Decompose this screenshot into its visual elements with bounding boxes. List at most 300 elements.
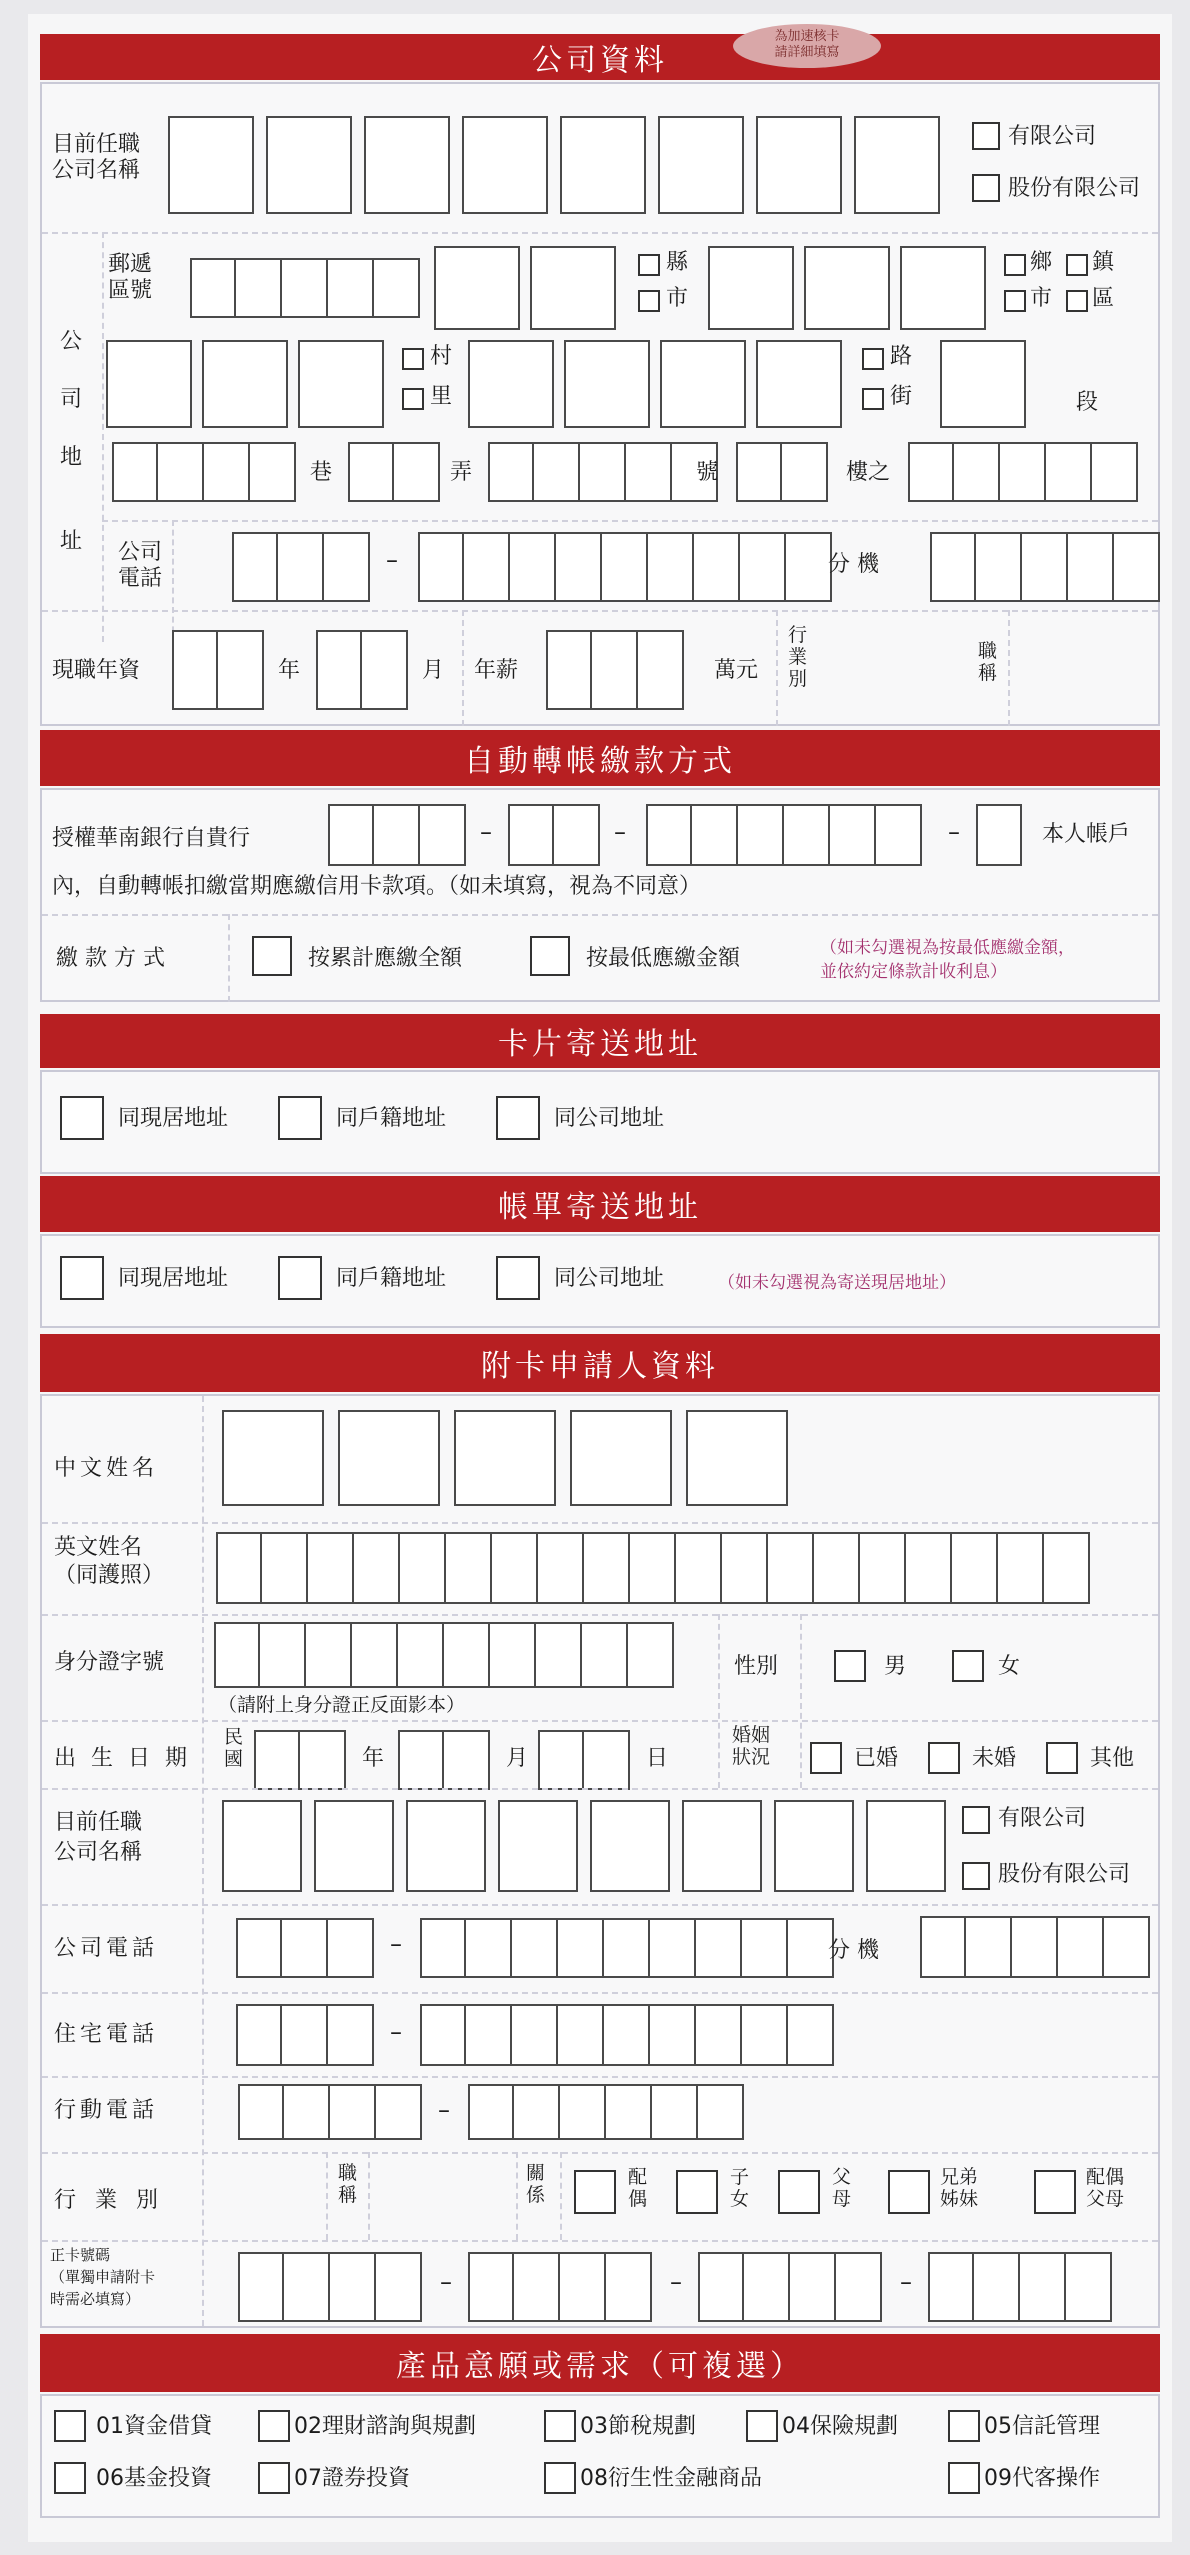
char-box[interactable] xyxy=(556,532,602,602)
supp-inc-checkbox[interactable] xyxy=(962,1862,990,1890)
char-box[interactable] xyxy=(650,2004,696,2066)
char-box[interactable] xyxy=(464,532,510,602)
county-checkbox[interactable] xyxy=(638,254,660,276)
char-box[interactable] xyxy=(570,1410,672,1506)
char-box[interactable] xyxy=(514,2084,560,2140)
char-box[interactable] xyxy=(398,1730,444,1790)
prod-06-checkbox[interactable] xyxy=(54,2462,86,2494)
supp-company-boxes[interactable] xyxy=(222,1800,946,1892)
char-box[interactable] xyxy=(722,1532,768,1604)
supp-single-checkbox[interactable] xyxy=(928,1742,960,1774)
number-boxes[interactable] xyxy=(488,442,718,502)
char-box[interactable] xyxy=(606,2084,652,2140)
char-box[interactable] xyxy=(512,2004,558,2066)
char-box[interactable] xyxy=(454,1410,556,1506)
char-box[interactable] xyxy=(330,2252,376,2322)
supp-other-checkbox[interactable] xyxy=(1046,1742,1078,1774)
char-box[interactable] xyxy=(694,532,740,602)
char-box[interactable] xyxy=(266,116,352,214)
char-box[interactable] xyxy=(536,1622,582,1688)
pay-full-checkbox[interactable] xyxy=(252,936,292,976)
char-box[interactable] xyxy=(660,340,746,428)
char-box[interactable] xyxy=(582,1622,628,1688)
char-box[interactable] xyxy=(698,2252,744,2322)
char-box[interactable] xyxy=(744,2252,790,2322)
supp-married-checkbox[interactable] xyxy=(810,1742,842,1774)
char-box[interactable] xyxy=(238,2084,284,2140)
char-box[interactable] xyxy=(236,2004,282,2066)
char-box[interactable] xyxy=(1068,532,1114,602)
supp-dob-day-boxes[interactable] xyxy=(538,1730,630,1790)
char-box[interactable] xyxy=(328,2004,374,2066)
char-box[interactable] xyxy=(804,246,890,330)
addr-side-4: 址 xyxy=(59,529,82,554)
char-box[interactable] xyxy=(966,1916,1012,1978)
card-addr-home-checkbox[interactable] xyxy=(60,1096,104,1140)
char-box[interactable] xyxy=(314,1800,394,1892)
char-box[interactable] xyxy=(498,1800,578,1892)
company-name-label: 目前任職 公司名稱 xyxy=(52,132,141,183)
char-box[interactable] xyxy=(740,532,786,602)
pay-min-label: 按最低應繳金額 xyxy=(586,946,741,971)
char-box[interactable] xyxy=(584,1730,630,1790)
char-box[interactable] xyxy=(546,630,592,710)
card-addr-household-label: 同戶籍地址 xyxy=(336,1106,447,1131)
pay-method-label: 繳 款 方 式 xyxy=(56,946,165,971)
char-box[interactable] xyxy=(202,340,288,428)
char-box[interactable] xyxy=(698,2084,744,2140)
supp-id-boxes[interactable] xyxy=(214,1622,674,1688)
char-box[interactable] xyxy=(1044,1532,1090,1604)
supp-primary-card-1[interactable] xyxy=(238,2252,422,2322)
char-box[interactable] xyxy=(260,1622,306,1688)
char-box[interactable] xyxy=(530,246,616,330)
prod-09-checkbox[interactable] xyxy=(948,2462,980,2494)
char-box[interactable] xyxy=(158,442,204,502)
char-box[interactable] xyxy=(564,340,650,428)
supp-primary-card-4[interactable] xyxy=(928,2252,1112,2322)
char-box[interactable] xyxy=(606,2252,652,2322)
char-box[interactable] xyxy=(112,442,158,502)
char-box[interactable] xyxy=(218,630,264,710)
char-box[interactable] xyxy=(742,1918,788,1978)
supp-cn-name-label: 中文姓名 xyxy=(54,1456,159,1481)
city-label: 市 xyxy=(666,286,689,311)
district-checkbox[interactable] xyxy=(1066,290,1088,312)
seniority-month-boxes[interactable] xyxy=(316,630,408,710)
char-box[interactable] xyxy=(352,1622,398,1688)
char-box[interactable] xyxy=(592,630,638,710)
char-box[interactable] xyxy=(364,116,450,214)
char-box[interactable] xyxy=(306,1622,352,1688)
supp-mobile-number[interactable] xyxy=(468,2084,744,2140)
char-box[interactable] xyxy=(630,1532,676,1604)
char-box[interactable] xyxy=(300,1730,346,1790)
supp-dob-month-boxes[interactable] xyxy=(398,1730,490,1790)
divider xyxy=(42,914,1158,916)
char-box[interactable] xyxy=(462,116,548,214)
char-box[interactable] xyxy=(468,2084,514,2140)
char-box[interactable] xyxy=(974,2252,1020,2322)
li-checkbox[interactable] xyxy=(402,388,424,410)
char-box[interactable] xyxy=(216,1532,262,1604)
rel-spouse-checkbox[interactable] xyxy=(574,2170,616,2214)
bill-addr-company-label: 同公司地址 xyxy=(554,1266,665,1291)
township-checkbox[interactable] xyxy=(1004,254,1026,276)
char-box[interactable] xyxy=(232,532,278,602)
card-addr-company-label: 同公司地址 xyxy=(554,1106,665,1131)
char-box[interactable] xyxy=(222,1800,302,1892)
char-box[interactable] xyxy=(774,1800,854,1892)
rel-parent-checkbox[interactable] xyxy=(778,2170,820,2214)
char-box[interactable] xyxy=(236,258,282,318)
section-boxes[interactable] xyxy=(940,340,1026,428)
char-box[interactable] xyxy=(602,532,648,602)
divider xyxy=(516,2152,518,2240)
county-boxes[interactable] xyxy=(434,246,616,330)
char-box[interactable] xyxy=(362,630,408,710)
company-name-boxes[interactable] xyxy=(168,116,940,214)
char-box[interactable] xyxy=(106,340,192,428)
char-box[interactable] xyxy=(254,1730,300,1790)
char-box[interactable] xyxy=(466,1918,512,1978)
char-box[interactable] xyxy=(900,246,986,330)
char-box[interactable] xyxy=(554,804,600,866)
supp-ltd-checkbox[interactable] xyxy=(962,1806,990,1834)
char-box[interactable] xyxy=(1000,442,1046,502)
char-box[interactable] xyxy=(172,630,218,710)
char-box[interactable] xyxy=(998,1532,1044,1604)
char-box[interactable] xyxy=(1012,1916,1058,1978)
char-box[interactable] xyxy=(584,1532,630,1604)
autopay-account-1[interactable] xyxy=(328,804,466,866)
char-box[interactable] xyxy=(682,1800,762,1892)
char-box[interactable] xyxy=(284,2084,330,2140)
company-ext-boxes[interactable] xyxy=(930,532,1160,602)
village-boxes[interactable] xyxy=(106,340,384,428)
addr-side-2: 司 xyxy=(59,387,82,412)
city-checkbox[interactable] xyxy=(638,290,660,312)
char-box[interactable] xyxy=(1114,532,1160,602)
char-box[interactable] xyxy=(468,2252,514,2322)
char-box[interactable] xyxy=(928,2252,974,2322)
bill-addr-home-checkbox[interactable] xyxy=(60,1256,104,1300)
char-box[interactable] xyxy=(692,804,738,866)
char-box[interactable] xyxy=(330,2084,376,2140)
char-box[interactable] xyxy=(488,442,534,502)
prod-04-checkbox[interactable] xyxy=(746,2410,778,2442)
char-box[interactable] xyxy=(976,532,1022,602)
pay-min-checkbox[interactable] xyxy=(530,936,570,976)
char-box[interactable] xyxy=(652,2084,698,2140)
char-box[interactable] xyxy=(686,1410,788,1506)
char-box[interactable] xyxy=(908,442,954,502)
prod-06-label: 06基金投資 xyxy=(96,2466,212,2491)
alley-boxes[interactable] xyxy=(348,442,440,502)
char-box[interactable] xyxy=(626,442,672,502)
char-box[interactable] xyxy=(866,1800,946,1892)
char-box[interactable] xyxy=(708,246,794,330)
company-phone-number[interactable] xyxy=(418,532,832,602)
supp-dob-month-label: 月 xyxy=(506,1746,529,1771)
char-box[interactable] xyxy=(222,1410,324,1506)
char-box[interactable] xyxy=(492,1532,538,1604)
char-box[interactable] xyxy=(282,2004,328,2066)
char-box[interactable] xyxy=(788,2004,834,2066)
rel-spouse-parent-checkbox[interactable] xyxy=(1034,2170,1076,2214)
company-phone-label: 公司 電話 xyxy=(118,540,163,591)
char-box[interactable] xyxy=(400,1532,446,1604)
prod-09-label: 09代客操作 xyxy=(984,2466,1100,2491)
autopay-account-3[interactable] xyxy=(646,804,922,866)
char-box[interactable] xyxy=(676,1532,722,1604)
seniority-year-label: 年 xyxy=(278,658,301,683)
village-checkbox[interactable] xyxy=(402,348,424,370)
char-box[interactable] xyxy=(560,2084,606,2140)
prod-07-label: 07證券投資 xyxy=(294,2466,410,2491)
rel-sibling-checkbox[interactable] xyxy=(888,2170,930,2214)
char-box[interactable] xyxy=(860,1532,906,1604)
road-label: 路 xyxy=(890,344,913,369)
char-box[interactable] xyxy=(876,804,922,866)
char-box[interactable] xyxy=(1104,1916,1150,1978)
char-box[interactable] xyxy=(214,1622,260,1688)
bill-addr-company-checkbox[interactable] xyxy=(496,1256,540,1300)
char-box[interactable] xyxy=(282,1918,328,1978)
char-box[interactable] xyxy=(1022,532,1068,602)
company-ltd-checkbox[interactable] xyxy=(972,122,1000,150)
char-box[interactable] xyxy=(490,1622,536,1688)
char-box[interactable] xyxy=(328,258,374,318)
supp-office-phone-number[interactable] xyxy=(420,1918,834,1978)
char-box[interactable] xyxy=(952,1532,998,1604)
prod-08-checkbox[interactable] xyxy=(544,2462,576,2494)
supp-primary-card-2[interactable] xyxy=(468,2252,652,2322)
divider xyxy=(326,2152,328,2240)
char-box[interactable] xyxy=(538,1730,584,1790)
char-box[interactable] xyxy=(768,1532,814,1604)
char-box[interactable] xyxy=(328,1918,374,1978)
char-box[interactable] xyxy=(434,246,520,330)
char-box[interactable] xyxy=(658,116,744,214)
town-checkbox[interactable] xyxy=(1066,254,1088,276)
company-ext-label: 分 機 xyxy=(828,552,879,577)
char-box[interactable] xyxy=(446,1532,492,1604)
card-address-title: 卡片寄送地址 xyxy=(498,1027,702,1062)
card-addr-household-checkbox[interactable] xyxy=(278,1096,322,1140)
char-box[interactable] xyxy=(830,804,876,866)
char-box[interactable] xyxy=(790,2252,836,2322)
char-box[interactable] xyxy=(560,2252,606,2322)
char-box[interactable] xyxy=(444,1622,490,1688)
char-box[interactable] xyxy=(786,532,832,602)
bill-address-header xyxy=(40,1176,1160,1232)
char-box[interactable] xyxy=(736,442,782,502)
bill-addr-household-checkbox[interactable] xyxy=(278,1256,322,1300)
char-box[interactable] xyxy=(324,532,370,602)
char-box[interactable] xyxy=(976,804,1022,866)
char-box[interactable] xyxy=(1092,442,1138,502)
char-box[interactable] xyxy=(394,442,440,502)
supp-en-name-boxes[interactable] xyxy=(216,1532,1090,1604)
char-box[interactable] xyxy=(406,1800,486,1892)
supp-office-phone-area[interactable] xyxy=(236,1918,374,1978)
char-box[interactable] xyxy=(512,1918,558,1978)
char-box[interactable] xyxy=(920,1916,966,1978)
char-box[interactable] xyxy=(250,442,296,502)
rel-spouse-label: 配 偶 xyxy=(628,2166,648,2210)
supp-primary-card-3[interactable] xyxy=(698,2252,882,2322)
lane-boxes[interactable] xyxy=(112,442,296,502)
divider xyxy=(202,1396,204,2326)
char-box[interactable] xyxy=(204,442,250,502)
char-box[interactable] xyxy=(854,116,940,214)
divider xyxy=(1008,610,1010,726)
char-box[interactable] xyxy=(604,1918,650,1978)
prod-07-checkbox[interactable] xyxy=(258,2462,290,2494)
char-box[interactable] xyxy=(328,804,374,866)
rel-child-checkbox[interactable] xyxy=(676,2170,718,2214)
char-box[interactable] xyxy=(646,804,692,866)
char-box[interactable] xyxy=(558,1918,604,1978)
salary-label: 年薪 xyxy=(474,658,519,683)
supp-mobile-prefix[interactable] xyxy=(238,2084,422,2140)
char-box[interactable] xyxy=(510,532,556,602)
char-box[interactable] xyxy=(930,532,976,602)
supp-dob-year-boxes[interactable] xyxy=(254,1730,346,1790)
lane-label: 巷 xyxy=(310,460,333,485)
supp-ext-boxes[interactable] xyxy=(920,1916,1150,1978)
char-box[interactable] xyxy=(604,2004,650,2066)
char-box[interactable] xyxy=(376,2084,422,2140)
char-box[interactable] xyxy=(418,532,464,602)
char-box[interactable] xyxy=(348,442,394,502)
char-box[interactable] xyxy=(190,258,236,318)
char-box[interactable] xyxy=(262,1532,308,1604)
supp-dob-label: 出 生 日 期 xyxy=(54,1746,191,1771)
char-box[interactable] xyxy=(354,1532,400,1604)
char-box[interactable] xyxy=(1020,2252,1066,2322)
postal-boxes[interactable] xyxy=(190,258,420,318)
supp-job-title-label: 職 稱 xyxy=(338,2162,358,2206)
char-box[interactable] xyxy=(168,116,254,214)
prod-05-checkbox[interactable] xyxy=(948,2410,980,2442)
char-box[interactable] xyxy=(284,2252,330,2322)
char-box[interactable] xyxy=(238,2252,284,2322)
char-box[interactable] xyxy=(782,442,828,502)
char-box[interactable] xyxy=(420,2004,466,2066)
number-sub-boxes[interactable] xyxy=(736,442,828,502)
road-boxes[interactable] xyxy=(468,340,842,428)
card-addr-company-checkbox[interactable] xyxy=(496,1096,540,1140)
char-box[interactable] xyxy=(756,116,842,214)
char-box[interactable] xyxy=(308,1532,354,1604)
floor-boxes[interactable] xyxy=(908,442,1138,502)
char-box[interactable] xyxy=(940,340,1026,428)
prod-02-checkbox[interactable] xyxy=(258,2410,290,2442)
divider xyxy=(718,1614,720,1788)
prod-03-label: 03節稅規劃 xyxy=(580,2414,696,2439)
company-inc-checkbox[interactable] xyxy=(972,174,1000,202)
char-box[interactable] xyxy=(696,2004,742,2066)
char-box[interactable] xyxy=(374,804,420,866)
supp-home-phone-number[interactable] xyxy=(420,2004,834,2066)
char-box[interactable] xyxy=(628,1622,674,1688)
char-box[interactable] xyxy=(1046,442,1092,502)
divider xyxy=(800,1614,802,1788)
char-box[interactable] xyxy=(1058,1916,1104,1978)
street-checkbox[interactable] xyxy=(862,388,884,410)
char-box[interactable] xyxy=(738,804,784,866)
char-box[interactable] xyxy=(466,2004,512,2066)
char-box[interactable] xyxy=(376,2252,422,2322)
divider xyxy=(42,1904,1158,1906)
supp-relation-label: 關 係 xyxy=(526,2162,546,2206)
char-box[interactable] xyxy=(338,1410,440,1506)
seniority-year-boxes[interactable] xyxy=(172,630,264,710)
supp-female-checkbox[interactable] xyxy=(952,1650,984,1682)
char-box[interactable] xyxy=(954,442,1000,502)
autopay-account-4[interactable] xyxy=(976,804,1022,866)
company-phone-area[interactable] xyxy=(232,532,370,602)
seniority-label: 現職年資 xyxy=(52,658,141,683)
char-box[interactable] xyxy=(558,2004,604,2066)
char-box[interactable] xyxy=(784,804,830,866)
char-box[interactable] xyxy=(648,532,694,602)
char-box[interactable] xyxy=(282,258,328,318)
char-box[interactable] xyxy=(696,1918,742,1978)
char-box[interactable] xyxy=(420,1918,466,1978)
char-box[interactable] xyxy=(534,442,580,502)
char-box[interactable] xyxy=(756,340,842,428)
char-box[interactable] xyxy=(316,630,362,710)
char-box[interactable] xyxy=(560,116,646,214)
char-box[interactable] xyxy=(638,630,684,710)
prod-01-checkbox[interactable] xyxy=(54,2410,86,2442)
char-box[interactable] xyxy=(906,1532,952,1604)
char-box[interactable] xyxy=(514,2252,560,2322)
char-box[interactable] xyxy=(590,1800,670,1892)
char-box[interactable] xyxy=(508,804,554,866)
char-box[interactable] xyxy=(468,340,554,428)
supp-home-phone-area[interactable] xyxy=(236,2004,374,2066)
char-box[interactable] xyxy=(298,340,384,428)
supp-cn-name-boxes[interactable] xyxy=(222,1410,788,1506)
autopay-account-2[interactable] xyxy=(508,804,600,866)
city2-checkbox[interactable] xyxy=(1004,290,1026,312)
char-box[interactable] xyxy=(836,2252,882,2322)
char-box[interactable] xyxy=(580,442,626,502)
rel-sibling-label: 兄弟 姊妹 xyxy=(940,2166,979,2210)
char-box[interactable] xyxy=(742,2004,788,2066)
char-box[interactable] xyxy=(398,1622,444,1688)
salary-boxes[interactable] xyxy=(546,630,684,710)
township-boxes[interactable] xyxy=(708,246,986,330)
char-box[interactable] xyxy=(444,1730,490,1790)
li-label: 里 xyxy=(430,384,453,409)
prod-03-checkbox[interactable] xyxy=(544,2410,576,2442)
char-box[interactable] xyxy=(236,1918,282,1978)
char-box[interactable] xyxy=(1066,2252,1112,2322)
char-box[interactable] xyxy=(538,1532,584,1604)
char-box[interactable] xyxy=(420,804,466,866)
char-box[interactable] xyxy=(650,1918,696,1978)
char-box[interactable] xyxy=(814,1532,860,1604)
char-box[interactable] xyxy=(374,258,420,318)
char-box[interactable] xyxy=(278,532,324,602)
road-checkbox[interactable] xyxy=(862,348,884,370)
supp-male-checkbox[interactable] xyxy=(834,1650,866,1682)
